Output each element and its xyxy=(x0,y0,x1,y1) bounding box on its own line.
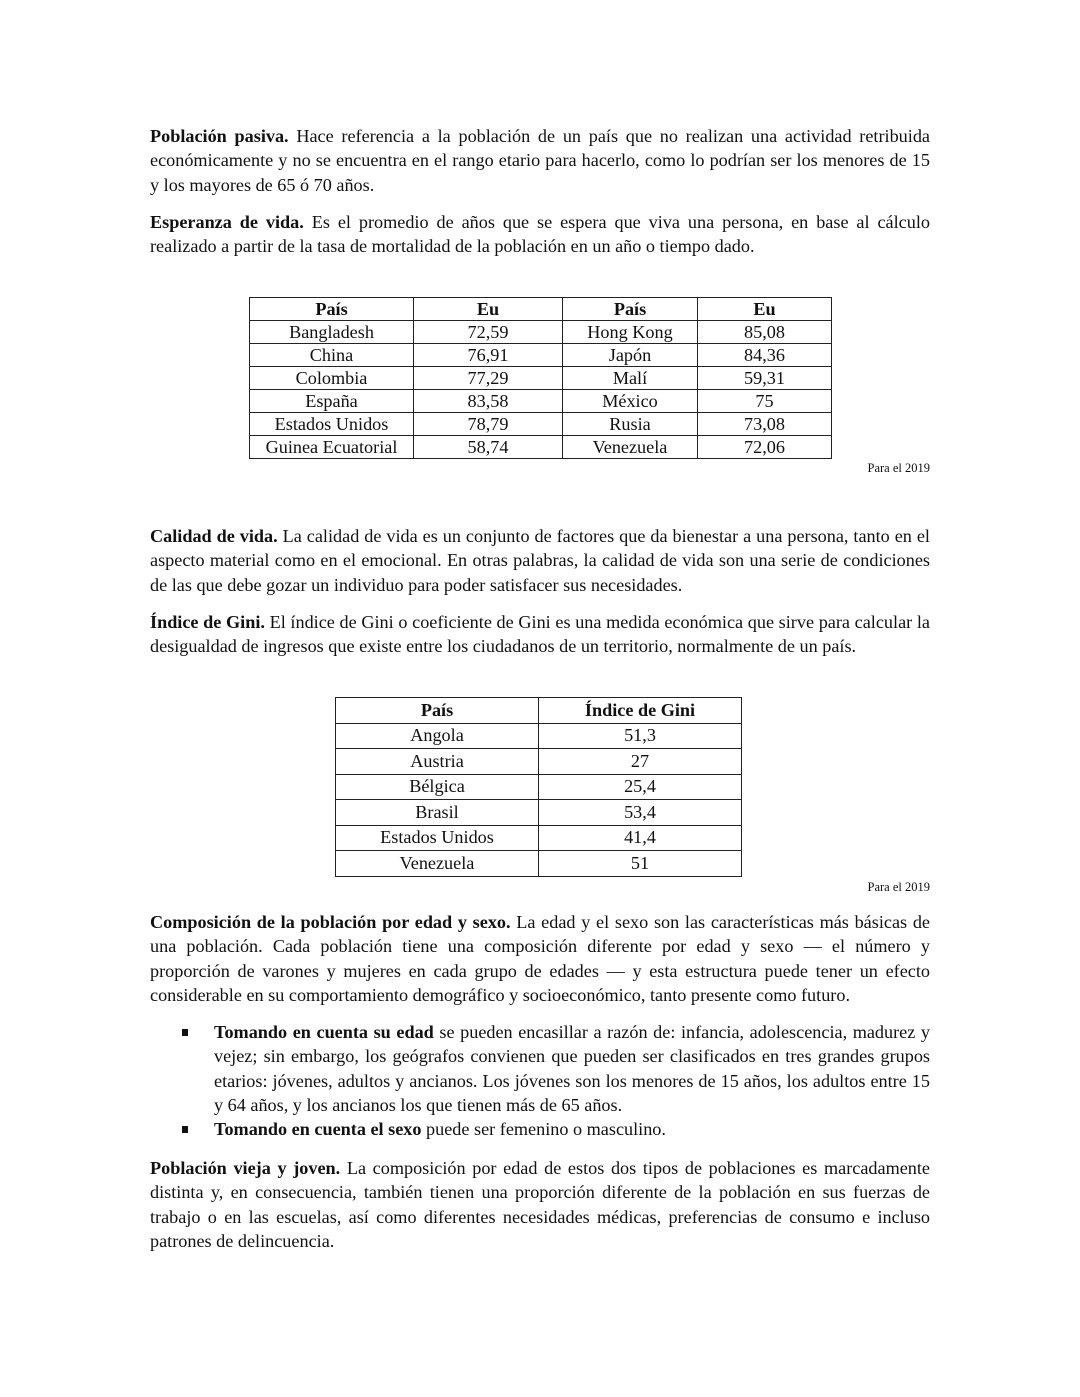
list-item: Tomando en cuenta su edad se pueden encasillar a razón de: infancia, adolescencia, madurez y vejez; sin embargo, los geógrafos convienen que pueden ser clasificados en tres grandes grupos etarios: jóvenes, adultos y ancianos. Los jóvenes son los menores de 15 años, los adultos entre 15 y 64 años, y los ancianos los que tienen más de 65 años. xyxy=(182,1020,930,1117)
cell: Guinea Ecuatorial xyxy=(250,436,414,459)
cell: China xyxy=(250,344,414,367)
cell: España xyxy=(250,390,414,413)
header-cell: País xyxy=(250,298,414,321)
cell: Estados Unidos xyxy=(250,413,414,436)
cell: Austria xyxy=(336,749,539,775)
table-row xyxy=(250,344,832,367)
cell: Venezuela xyxy=(563,436,698,459)
cell: 41,4 xyxy=(539,825,742,851)
cell: 84,36 xyxy=(698,344,832,367)
paragraph-poblacion-pasiva: Población pasiva. Hace referencia a la población de un país que no realizan una actividad retribuida económicamente y no se encuentra en el rango etario para hacerlo, como lo podrían ser los menores de 15 y los mayores de 65 ó 70 años. xyxy=(150,126,930,195)
cell: Venezuela xyxy=(336,851,539,877)
cell: 25,4 xyxy=(539,774,742,800)
cell: Rusia xyxy=(563,413,698,436)
list-item: Tomando en cuenta el sexo puede ser femenino o masculino. xyxy=(182,1117,930,1141)
table-header-row xyxy=(336,698,742,724)
life-expectancy-table xyxy=(249,297,832,459)
table-header-row xyxy=(250,298,832,321)
square-bullet-icon xyxy=(182,1029,188,1036)
cell: 85,08 xyxy=(698,321,832,344)
table-note: Para el 2019 xyxy=(867,461,930,475)
paragraph-indice-gini: Índice de Gini. El índice de Gini o coeficiente de Gini es una medida económica que sirve para calcular la desigualdad de ingresos que existe entre los ciudadanos de un territorio, normalmente de un país. xyxy=(150,612,930,657)
header-cell: País xyxy=(336,698,539,724)
cell: 75 xyxy=(698,390,832,413)
table-row xyxy=(250,413,832,436)
gini-table xyxy=(335,697,742,877)
cell: Brasil xyxy=(336,800,539,826)
cell: Hong Kong xyxy=(563,321,698,344)
header-cell: Índice de Gini xyxy=(539,698,742,724)
header-cell: Eu xyxy=(698,298,832,321)
cell: Estados Unidos xyxy=(336,825,539,851)
bullet-list xyxy=(182,1020,930,1141)
header-cell: Eu xyxy=(414,298,563,321)
cell: 73,08 xyxy=(698,413,832,436)
table-row xyxy=(250,321,832,344)
cell: Japón xyxy=(563,344,698,367)
paragraph-esperanza-vida: Esperanza de vida. Es el promedio de años que se espera que viva una persona, en base al cálculo realizado a partir de la tasa de mortalidad de la población en un año o tiempo dado. xyxy=(150,212,930,257)
cell: Bélgica xyxy=(336,774,539,800)
cell: 77,29 xyxy=(414,367,563,390)
term: Composición de la población por edad y sexo. xyxy=(150,912,511,932)
paragraph-calidad-vida: Calidad de vida. La calidad de vida es un conjunto de factores que da bienestar a una persona, tanto en el aspecto material como en el emocional. En otras palabras, la calidad de vida son una serie de condiciones de las que debe gozar un individuo para poder satisfacer sus necesidades. xyxy=(150,526,930,595)
table-row xyxy=(336,800,742,826)
paragraph-poblacion-vieja-joven: Población vieja y joven. La composición por edad de estos dos tipos de poblaciones es marcadamente distinta y, en consecuencia, también tienen una proporción diferente de la población en sus fuerzas de trabajo o en las escuelas, así como diferentes necesidades médicas, preferencias de consumo e incluso patrones de delincuencia. xyxy=(150,1158,931,1251)
cell: 76,91 xyxy=(414,344,563,367)
table-row xyxy=(250,390,832,413)
cell: Colombia xyxy=(250,367,414,390)
cell: Malí xyxy=(563,367,698,390)
table-row xyxy=(336,825,742,851)
term: Calidad de vida. xyxy=(150,526,278,546)
cell: 72,06 xyxy=(698,436,832,459)
term: Índice de Gini. xyxy=(150,612,265,632)
cell: 59,31 xyxy=(698,367,832,390)
cell: 72,59 xyxy=(414,321,563,344)
cell: Angola xyxy=(336,723,539,749)
cell: Bangladesh xyxy=(250,321,414,344)
cell: 51 xyxy=(539,851,742,877)
table-row xyxy=(336,723,742,749)
table-note: Para el 2019 xyxy=(867,880,930,894)
paragraph-composicion: Composición de la población por edad y sexo. La edad y el sexo son las características más básicas de una población. Cada población tiene una composición diferente por edad y sexo — el número y proporción de varones y mujeres en cada grupo de edades — y esta estructura puede tener un efecto considerable en su comportamiento demográfico y socioeconómico, tanto presente como futuro. xyxy=(150,912,930,1005)
term: Esperanza de vida. xyxy=(150,212,304,232)
cell: 27 xyxy=(539,749,742,775)
cell: 78,79 xyxy=(414,413,563,436)
term: Población vieja y joven. xyxy=(150,1158,341,1178)
table-row xyxy=(250,436,832,459)
cell: 58,74 xyxy=(414,436,563,459)
table-row xyxy=(250,367,832,390)
cell: 51,3 xyxy=(539,723,742,749)
cell: 53,4 xyxy=(539,800,742,826)
table-row xyxy=(336,851,742,877)
table-row xyxy=(336,774,742,800)
cell: México xyxy=(563,390,698,413)
header-cell: País xyxy=(563,298,698,321)
table-row xyxy=(336,749,742,775)
square-bullet-icon xyxy=(182,1126,188,1133)
term: Población pasiva. xyxy=(150,126,289,146)
cell: 83,58 xyxy=(414,390,563,413)
